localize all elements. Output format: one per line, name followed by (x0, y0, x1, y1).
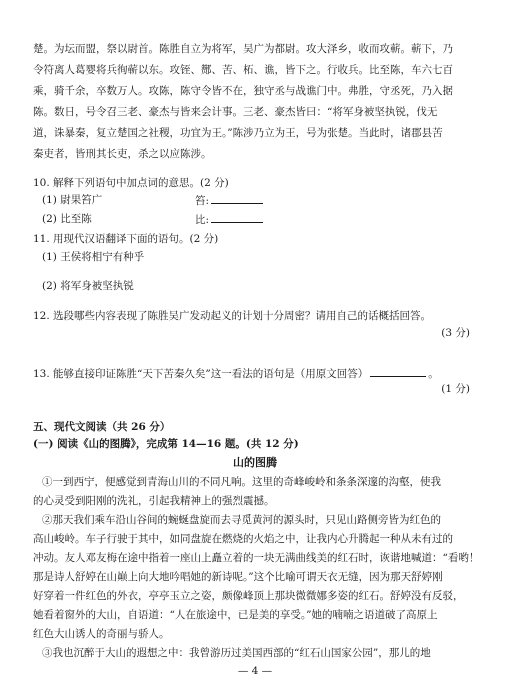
question-12-score: (3 分) (441, 327, 470, 339)
essay-line: 她看着窗外的大山，自语道：“人在旅途中，已是美的享受。”她的喃喃之语道破了高原上 (33, 609, 438, 621)
answer-blank[interactable] (211, 193, 263, 204)
essay-line: 那是诗人舒婷在山巅上向大地吟唱她的新诗呢。”这个比喻可谓天衣无缝，因为那天舒婷刚 (33, 571, 443, 583)
essay-line: ③我也沉醉于大山的遐想之中：我曾游历过美国西部的“红石山国家公园”，那儿的地 (42, 647, 431, 659)
passage-line: 陈。数日，号令召三老、豪杰与皆来会计事。三老、豪杰皆曰：“将军身被坚执锐，伐无 (33, 106, 438, 118)
question-10-item-2: (2) 比至陈 (42, 213, 92, 225)
question-11-item-2: (2) 将军身被坚执锐 (42, 280, 134, 292)
essay-line: 冲动。友人邓友梅在途中指着一座山上矗立着的一块无满曲线美的红石时，诙谐地喊道：“看哟！ (33, 552, 480, 564)
question-13-text: 13. 能够直接印证陈胜“天下苦秦久矣”这一看法的语句是（用原文回答） (33, 368, 369, 380)
question-11-item-1: (1) 王侯将相宁有种乎 (42, 251, 145, 263)
question-13-end: 。 (428, 368, 439, 380)
essay-line: 高山峻岭。车子行驶于其中，如同盘旋在燃烧的火焰之中，让我内心升腾起一种从未有过的 (33, 533, 453, 545)
essay-title: 山的图腾 (233, 456, 277, 469)
passage-line: 楚。为坛而盟，祭以尉首。陈胜自立为将军，吴广为都尉。攻大泽乡，收而攻蕲。蕲下，乃 (33, 43, 453, 55)
essay-line: 的心灵受到阳刚的洗礼，引起我精神上的强烈震撼。 (33, 495, 275, 507)
answer-blank[interactable] (211, 212, 263, 223)
answer-label: 比: (195, 214, 210, 226)
question-10-item-1: (1) 尉果笞广 (42, 194, 103, 206)
passage-line: 令符离人葛婴将兵徇蕲以东。攻铚、酂、苦、柘、谯，皆下之。行收兵。比至陈，车六七百 (33, 64, 453, 76)
essay-line: ②那天我们乘车沿山谷间的蜿蜒盘旋而去寻觅黄河的源头时，只见山路侧旁皆为红色的 (42, 514, 441, 526)
essay-line: ①一到西宁，便感觉到青海山川的不同凡响。这里的奇峰峻岭和条条深邃的沟壑，使我 (42, 476, 441, 488)
section-heading: 五、现代文阅读（共 26 分） (33, 421, 171, 433)
passage-line: 道，诛暴秦，复立楚国之社稷，功宜为王。”陈涉乃立为王，号为张楚。当此时，诸郡县苦 (33, 127, 443, 139)
question-10-title: 10. 解释下列语句中加点词的意思。(2 分) (33, 177, 229, 189)
answer-blank[interactable] (370, 366, 426, 377)
question-13-score: (1 分) (441, 383, 470, 395)
question-12-title: 12. 选段哪些内容表现了陈胜吴广发动起义的计划十分周密？请用自己的话概括回答。 (33, 310, 432, 322)
question-13-title (33, 366, 439, 381)
answer-label: 笞: (195, 195, 210, 207)
section-subheading: (一) 阅读《山的图腾》，完成第 14—16 题。(共 12 分) (33, 438, 299, 450)
essay-line: 红色大山诱人的奇丽与骄人。 (33, 628, 170, 640)
essay-line: 好穿着一件红色的外衣，亭亭玉立之姿，颇像峰顶上那块微微娜多姿的红石。舒婷没有反驳， (33, 590, 464, 602)
question-10-answer-1 (195, 193, 263, 208)
passage-line: 秦吏者，皆刑其长吏，杀之以应陈涉。 (33, 148, 212, 160)
page-number: — 4 — (237, 665, 273, 677)
passage-line: 乘，骑千余，卒数万人。攻陈，陈守令皆不在，独守丞与战谯门中。弗胜，守丞死，乃入据 (33, 85, 453, 97)
question-11-title: 11. 用现代汉语翻译下面的语句。(2 分) (33, 233, 219, 245)
question-10-answer-2 (195, 212, 263, 227)
